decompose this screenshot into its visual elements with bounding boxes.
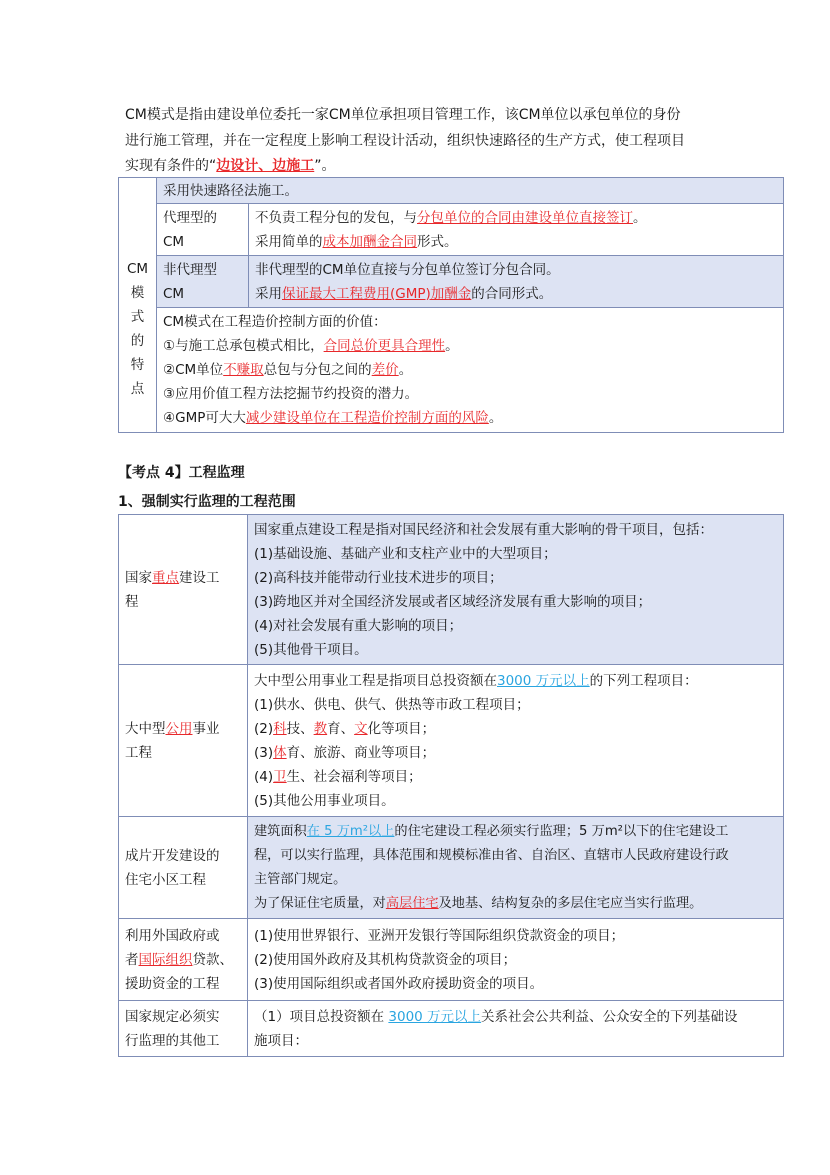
- intro-line-2: 进行施工管理，并在一定程度上影响工程设计活动，组织快速路径的生产方式，使工程项目: [125, 133, 685, 149]
- intro-line-1: CM模式是指由建设单位委托一家CM单位承担项目管理工作，该CM单位以承包单位的身份: [125, 107, 681, 123]
- public-utility-desc: 大中型公用事业工程是指项目总投资额在3000 万元以上的下列工程项目： (1)供水、供电、供气、供热等市政工程项目； (2)科技、教育、文化等项目； (3)体育、旅游、商业等项目； (4)卫生、社会福利等项目； (5)其他公用事业项目。: [248, 665, 784, 817]
- section-subheading: 1、强制实行监理的工程范围: [118, 494, 296, 510]
- other-projects-label: 国家规定必须实 行监理的其他工: [119, 1001, 248, 1057]
- cm-left-label: CM 模 式 的 特 点: [119, 178, 157, 433]
- key-project-desc: 国家重点建设工程是指对国民经济和社会发展有重大影响的骨干项目，包括： (1)基础设施、基础产业和支柱产业中的大型项目； (2)高科技并能带动行业技术进步的项目； (3)跨地区并对全国经济发展或者区域经济发展有重大影响的项目； (4)对社会发展有重大影响的项目； (5)其他骨干项目。: [248, 515, 784, 665]
- nonagency-cm-desc: 非代理型的CM单位直接与分包单位签订分包合同。 采用保证最大工程费用(GMP)加酬金的合同形式。: [249, 256, 784, 308]
- intro-line-3: 实现有条件的“边设计、边施工”。: [125, 158, 336, 174]
- other-projects-desc: （1）项目总投资额在 3000 万元以上关系社会公共利益、公众安全的下列基础设 施项目：: [248, 1001, 784, 1057]
- agency-cm-desc: 不负责工程分包的发包，与分包单位的合同由建设单位直接签订。 采用简单的成本加酬金合同形式。: [249, 204, 784, 256]
- key-project-label: 国家重点建设工 程: [119, 515, 248, 665]
- public-utility-label: 大中型公用事业 工程: [119, 665, 248, 817]
- residential-desc: 建筑面积在 5 万m²以上的住宅建设工程必须实行监理；5 万m²以下的住宅建设工 程，可以实行监理，具体范围和规模标准由省、自治区、直辖市人民政府建设行政 主管部门规定。 为了保证住宅质量，对高层住宅及地基、结构复杂的多层住宅应当实行监理。: [248, 817, 784, 919]
- nonagency-cm-label: 非代理型 CM: [157, 256, 249, 308]
- cm-row-fast-track: 采用快速路径法施工。: [157, 178, 784, 204]
- cm-value-cell: CM模式在工程造价控制方面的价值： ①与施工总承包模式相比，合同总价更具合理性。 ②CM单位不赚取总包与分包之间的差价。 ③应用价值工程方法挖掘节约投资的潜力。 ④GMP可大大减少建设单位在工程造价控制方面的风险。: [157, 308, 784, 433]
- residential-label: 成片开发建设的 住宅小区工程: [119, 817, 248, 919]
- highlight-text: 边设计、边施工: [216, 158, 315, 174]
- agency-cm-label: 代理型的 CM: [157, 204, 249, 256]
- foreign-loan-desc: (1)使用世界银行、亚洲开发银行等国际组织贷款资金的项目； (2)使用国外政府及其机构贷款资金的项目； (3)使用国际组织或者国外政府援助资金的项目。: [248, 919, 784, 1001]
- foreign-loan-label: 利用外国政府或 者国际组织贷款、 援助资金的工程: [119, 919, 248, 1001]
- section-heading: 【考点 4】工程监理: [118, 465, 245, 481]
- supervision-scope-table: [118, 514, 784, 1057]
- cm-features-table: [118, 177, 784, 433]
